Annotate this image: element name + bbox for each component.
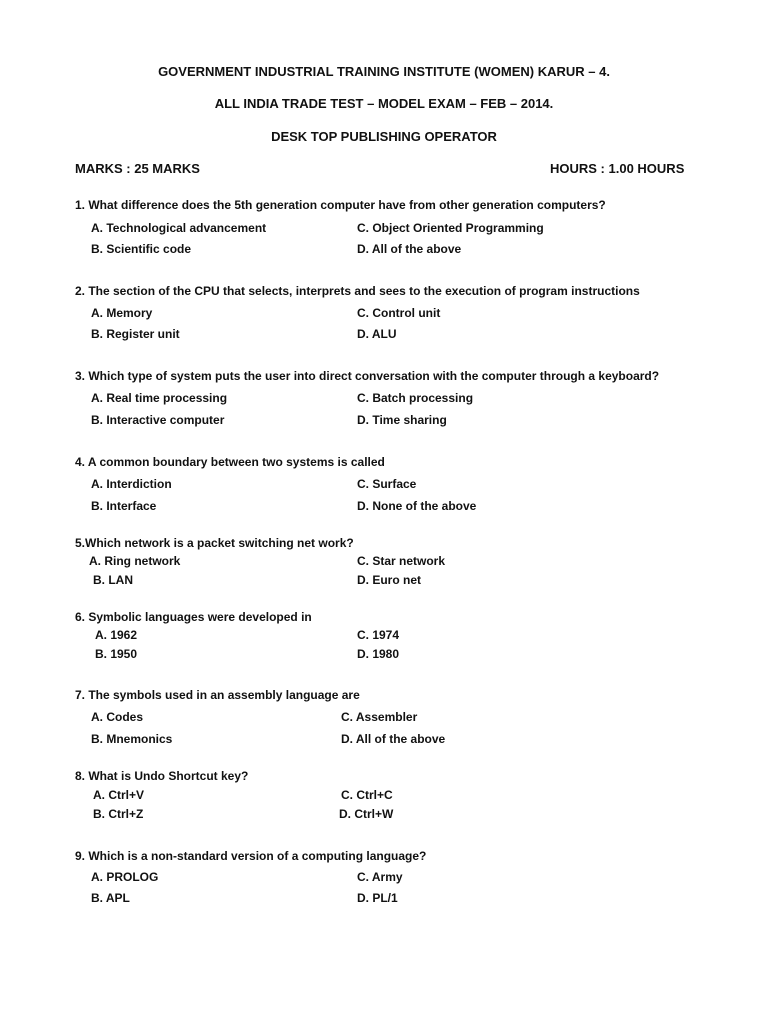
question-2-text: 2. The section of the CPU that selects, interprets and sees to the execution of program instructions — [75, 284, 640, 298]
question-1-text: 1. What difference does the 5th generation computer have from other generation computers? — [75, 198, 606, 212]
question-2-option-c: C. Control unit — [357, 306, 441, 320]
question-1-option-c: C. Object Oriented Programming — [357, 221, 544, 235]
question-4-option-b: B. Interface — [91, 499, 157, 513]
question-9-option-d: D. PL/1 — [357, 891, 398, 905]
question-3-option-c: C. Batch processing — [357, 391, 474, 405]
question-1-option-d: D. All of the above — [357, 242, 462, 256]
question-6-option-a: A. 1962 — [95, 628, 138, 642]
question-2-option-b: B. Register unit — [91, 327, 180, 341]
question-8-option-d: D. Ctrl+W — [339, 807, 394, 821]
question-5-option-c: C. Star network — [357, 554, 446, 568]
question-1-option-b: B. Scientific code — [91, 242, 192, 256]
question-6-text: 6. Symbolic languages were developed in — [75, 610, 312, 624]
question-5-option-d: D. Euro net — [357, 573, 422, 587]
question-7-option-d: D. All of the above — [341, 732, 446, 746]
question-7-option-c: C. Assembler — [341, 710, 418, 724]
question-8-option-c: C. Ctrl+C — [341, 788, 393, 802]
question-2-option-d: D. ALU — [357, 327, 397, 341]
question-6-option-b: B. 1950 — [95, 647, 138, 661]
question-6-option-d: D. 1980 — [357, 647, 400, 661]
trade-title: DESK TOP PUBLISHING OPERATOR — [271, 129, 497, 144]
question-9-option-b: B. APL — [91, 891, 130, 905]
question-2-option-a: A. Memory — [91, 306, 153, 320]
question-3-option-b: B. Interactive computer — [91, 413, 225, 427]
question-5-option-b: B. LAN — [93, 573, 133, 587]
marks-label: MARKS : 25 MARKS — [75, 161, 200, 176]
question-3-option-a: A. Real time processing — [91, 391, 228, 405]
question-3-option-d: D. Time sharing — [357, 413, 447, 427]
question-7-option-b: B. Mnemonics — [91, 732, 173, 746]
question-4-text: 4. A common boundary between two systems is called — [75, 455, 385, 469]
question-8-text: 8. What is Undo Shortcut key? — [75, 769, 249, 783]
question-4-option-c: C. Surface — [357, 477, 417, 491]
question-9-option-c: C. Army — [357, 870, 403, 884]
hours-label: HOURS : 1.00 HOURS — [550, 161, 685, 176]
question-6-option-c: C. 1974 — [357, 628, 400, 642]
question-9-text: 9. Which is a non-standard version of a computing language? — [75, 849, 427, 863]
question-7-option-a: A. Codes — [91, 710, 144, 724]
question-7-text: 7. The symbols used in an assembly language are — [75, 688, 360, 702]
institute-title: GOVERNMENT INDUSTRIAL TRAINING INSTITUTE (WOMEN) KARUR – 4. — [158, 64, 610, 79]
question-4-option-d: D. None of the above — [357, 499, 477, 513]
question-8-option-a: A. Ctrl+V — [93, 788, 145, 802]
question-5-text: 5.Which network is a packet switching net work? — [75, 536, 354, 550]
question-1-option-a: A. Technological advancement — [91, 221, 267, 235]
question-5-option-a: A. Ring network — [89, 554, 181, 568]
question-9-option-a: A. PROLOG — [91, 870, 159, 884]
exam-title: ALL INDIA TRADE TEST – MODEL EXAM – FEB – 2014. — [214, 96, 554, 111]
question-8-option-b: B. Ctrl+Z — [93, 807, 144, 821]
question-3-text: 3. Which type of system puts the user into direct conversation with the computer through a keyboard? — [75, 369, 660, 383]
question-4-option-a: A. Interdiction — [91, 477, 172, 491]
